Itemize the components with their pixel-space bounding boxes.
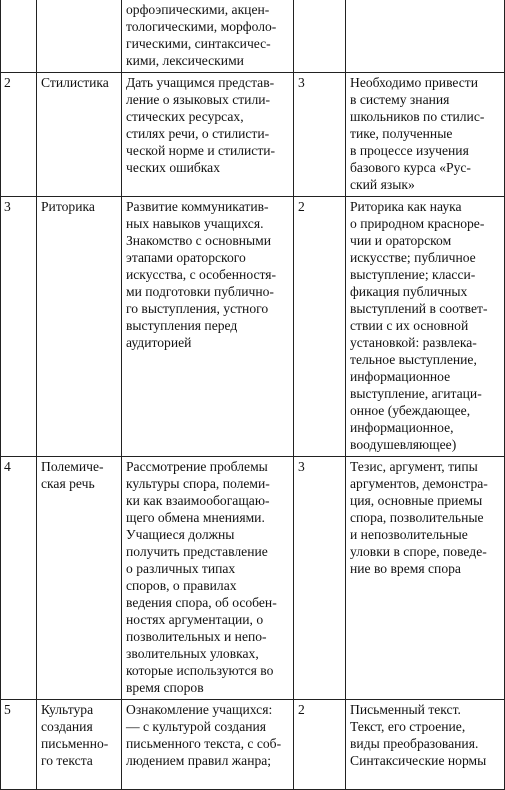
content-cell (122, 0, 294, 73)
content-line: стических ресурсах, (126, 109, 244, 124)
content-line: которые используются во (126, 663, 274, 678)
content-cell (122, 73, 294, 197)
content-line: ных навыков учащихся. (126, 216, 264, 231)
notes-line: Письменный текст. (350, 702, 461, 717)
content-line: стилях речи, о стилисти- (126, 126, 270, 141)
hours-text: 2 (298, 199, 305, 214)
table-row (1, 700, 505, 790)
notes-cell (346, 197, 505, 457)
table-body (1, 0, 505, 790)
content-line: искусства, с особенностя- (126, 267, 277, 282)
content-line: ки как взаимообогащаю- (126, 493, 270, 508)
topic-cell (37, 0, 122, 73)
hours-text: 3 (298, 459, 305, 474)
content-line: ностях аргументации, о (126, 612, 264, 627)
notes-line: ция, основные приемы (350, 493, 483, 508)
notes-line: тельное выступление, (350, 352, 477, 367)
topic-line: го текста (41, 753, 93, 768)
content-cell (122, 700, 294, 790)
content-cell (122, 457, 294, 700)
topic-line: Стилистика (41, 75, 109, 90)
content-line: аудиторией (126, 335, 192, 350)
notes-line: Синтаксические нормы (350, 753, 487, 768)
row-number-cell (1, 73, 37, 197)
topic-line: ская речь (41, 476, 95, 491)
notes-line: выступление, агитаци- (350, 386, 482, 401)
notes-line: ский язык» (350, 177, 415, 192)
content-line: ведения спора, об особен- (126, 595, 277, 610)
hours-cell (294, 197, 346, 457)
notes-line: чии и ораторском (350, 233, 452, 248)
hours-cell (294, 457, 346, 700)
topic-cell (37, 197, 122, 457)
content-line: — с культурой создания (126, 719, 267, 734)
notes-line: Необходимо привести (350, 75, 479, 90)
notes-line: информационное (350, 369, 451, 384)
content-line: споров, о правилах (126, 578, 237, 593)
content-line: Знакомство с основными (126, 233, 272, 248)
notes-line: в систему знания (350, 92, 450, 107)
content-line: щего обмена мнениями. (126, 510, 265, 525)
content-line: людением правил жанра; (126, 753, 272, 768)
content-line: время споров (126, 680, 204, 695)
content-line: получить представление (126, 544, 268, 559)
content-line: ческой норме и стилисти- (126, 143, 276, 158)
notes-line: установкой: развлека- (350, 335, 477, 350)
content-line: зволительных уловках, (126, 646, 259, 661)
notes-line: ние во время спора (350, 561, 461, 576)
notes-line: выступление; класси- (350, 267, 476, 282)
content-line: Дать учащимся представ- (126, 75, 275, 90)
row-number-cell (1, 0, 37, 73)
hours-cell (294, 73, 346, 197)
content-line: культуры спора, полеми- (126, 476, 270, 491)
notes-line: о природном красноре- (350, 216, 485, 231)
content-line: о различных типах (126, 561, 236, 576)
notes-line: информационное, (350, 420, 454, 435)
notes-line: выступлений в соответ- (350, 301, 488, 316)
content-line: Учащиеся должны (126, 527, 235, 542)
content-line: позволительных и непо- (126, 629, 267, 644)
row-number-text: 3 (4, 199, 11, 214)
content-line: кими, лексическими (126, 53, 244, 68)
row-number-text: 4 (4, 459, 11, 474)
hours-text: 2 (298, 702, 305, 717)
notes-cell (346, 457, 505, 700)
notes-cell (346, 0, 505, 73)
topic-line: письменно- (41, 736, 109, 751)
content-line: орфоэпическими, акцен- (126, 2, 270, 17)
content-line: выступления перед (126, 318, 238, 333)
topic-line: Культура (41, 702, 94, 717)
topic-line: Риторика (41, 199, 95, 214)
content-line: ческих ошибках (126, 160, 221, 175)
notes-line: искусстве; публичное (350, 250, 476, 265)
notes-line: аргументов, демонстра- (350, 476, 488, 491)
content-line: Ознакомление учащихся: (126, 702, 273, 717)
notes-line: тике, полученные (350, 126, 453, 141)
notes-line: виды преобразования. (350, 736, 479, 751)
topic-cell (37, 457, 122, 700)
notes-line: школьников по стилис- (350, 109, 485, 124)
notes-line: спора, позволительные (350, 510, 484, 525)
content-line: гическими, синтаксичес- (126, 36, 271, 51)
table-row (1, 73, 505, 197)
hours-cell (294, 700, 346, 790)
notes-line: ствии с их основной (350, 318, 469, 333)
content-line: ление о языковых стили- (126, 92, 271, 107)
topic-line: создания (41, 719, 93, 734)
topic-cell (37, 700, 122, 790)
notes-line: Текст, его строение, (350, 719, 466, 734)
content-line: го выступления, устного (126, 301, 269, 316)
row-number-cell (1, 457, 37, 700)
notes-line: в процессе изучения (350, 143, 469, 158)
notes-line: Тезис, аргумент, типы (350, 459, 478, 474)
notes-line: уловки в споре, поведе- (350, 544, 487, 559)
content-cell (122, 197, 294, 457)
topic-line: Полемиче- (41, 459, 104, 474)
notes-cell (346, 700, 505, 790)
content-line: ми подготовки публично- (126, 284, 274, 299)
content-line: этапами ораторского (126, 250, 246, 265)
topic-cell (37, 73, 122, 197)
notes-cell (346, 73, 505, 197)
content-line: письменного текста, с соб- (126, 736, 282, 751)
table-row (1, 197, 505, 457)
notes-line: Риторика как наука (350, 199, 462, 214)
notes-line: и непозволительные (350, 527, 468, 542)
notes-line: воодушевляющее) (350, 437, 457, 452)
hours-cell (294, 0, 346, 73)
table-row (1, 0, 505, 73)
notes-line: базового курса «Рус- (350, 160, 471, 175)
content-line: Развитие коммуникатив- (126, 199, 269, 214)
hours-text: 3 (298, 75, 305, 90)
row-number-text: 2 (4, 75, 11, 90)
content-line: тологическими, морфоло- (126, 19, 277, 34)
row-number-cell (1, 700, 37, 790)
notes-line: онное (убеждающее, (350, 403, 471, 418)
content-line: Рассмотрение проблемы (126, 459, 268, 474)
row-number-text: 5 (4, 702, 11, 717)
notes-line: фикация публичных (350, 284, 468, 299)
table-row (1, 457, 505, 700)
row-number-cell (1, 197, 37, 457)
